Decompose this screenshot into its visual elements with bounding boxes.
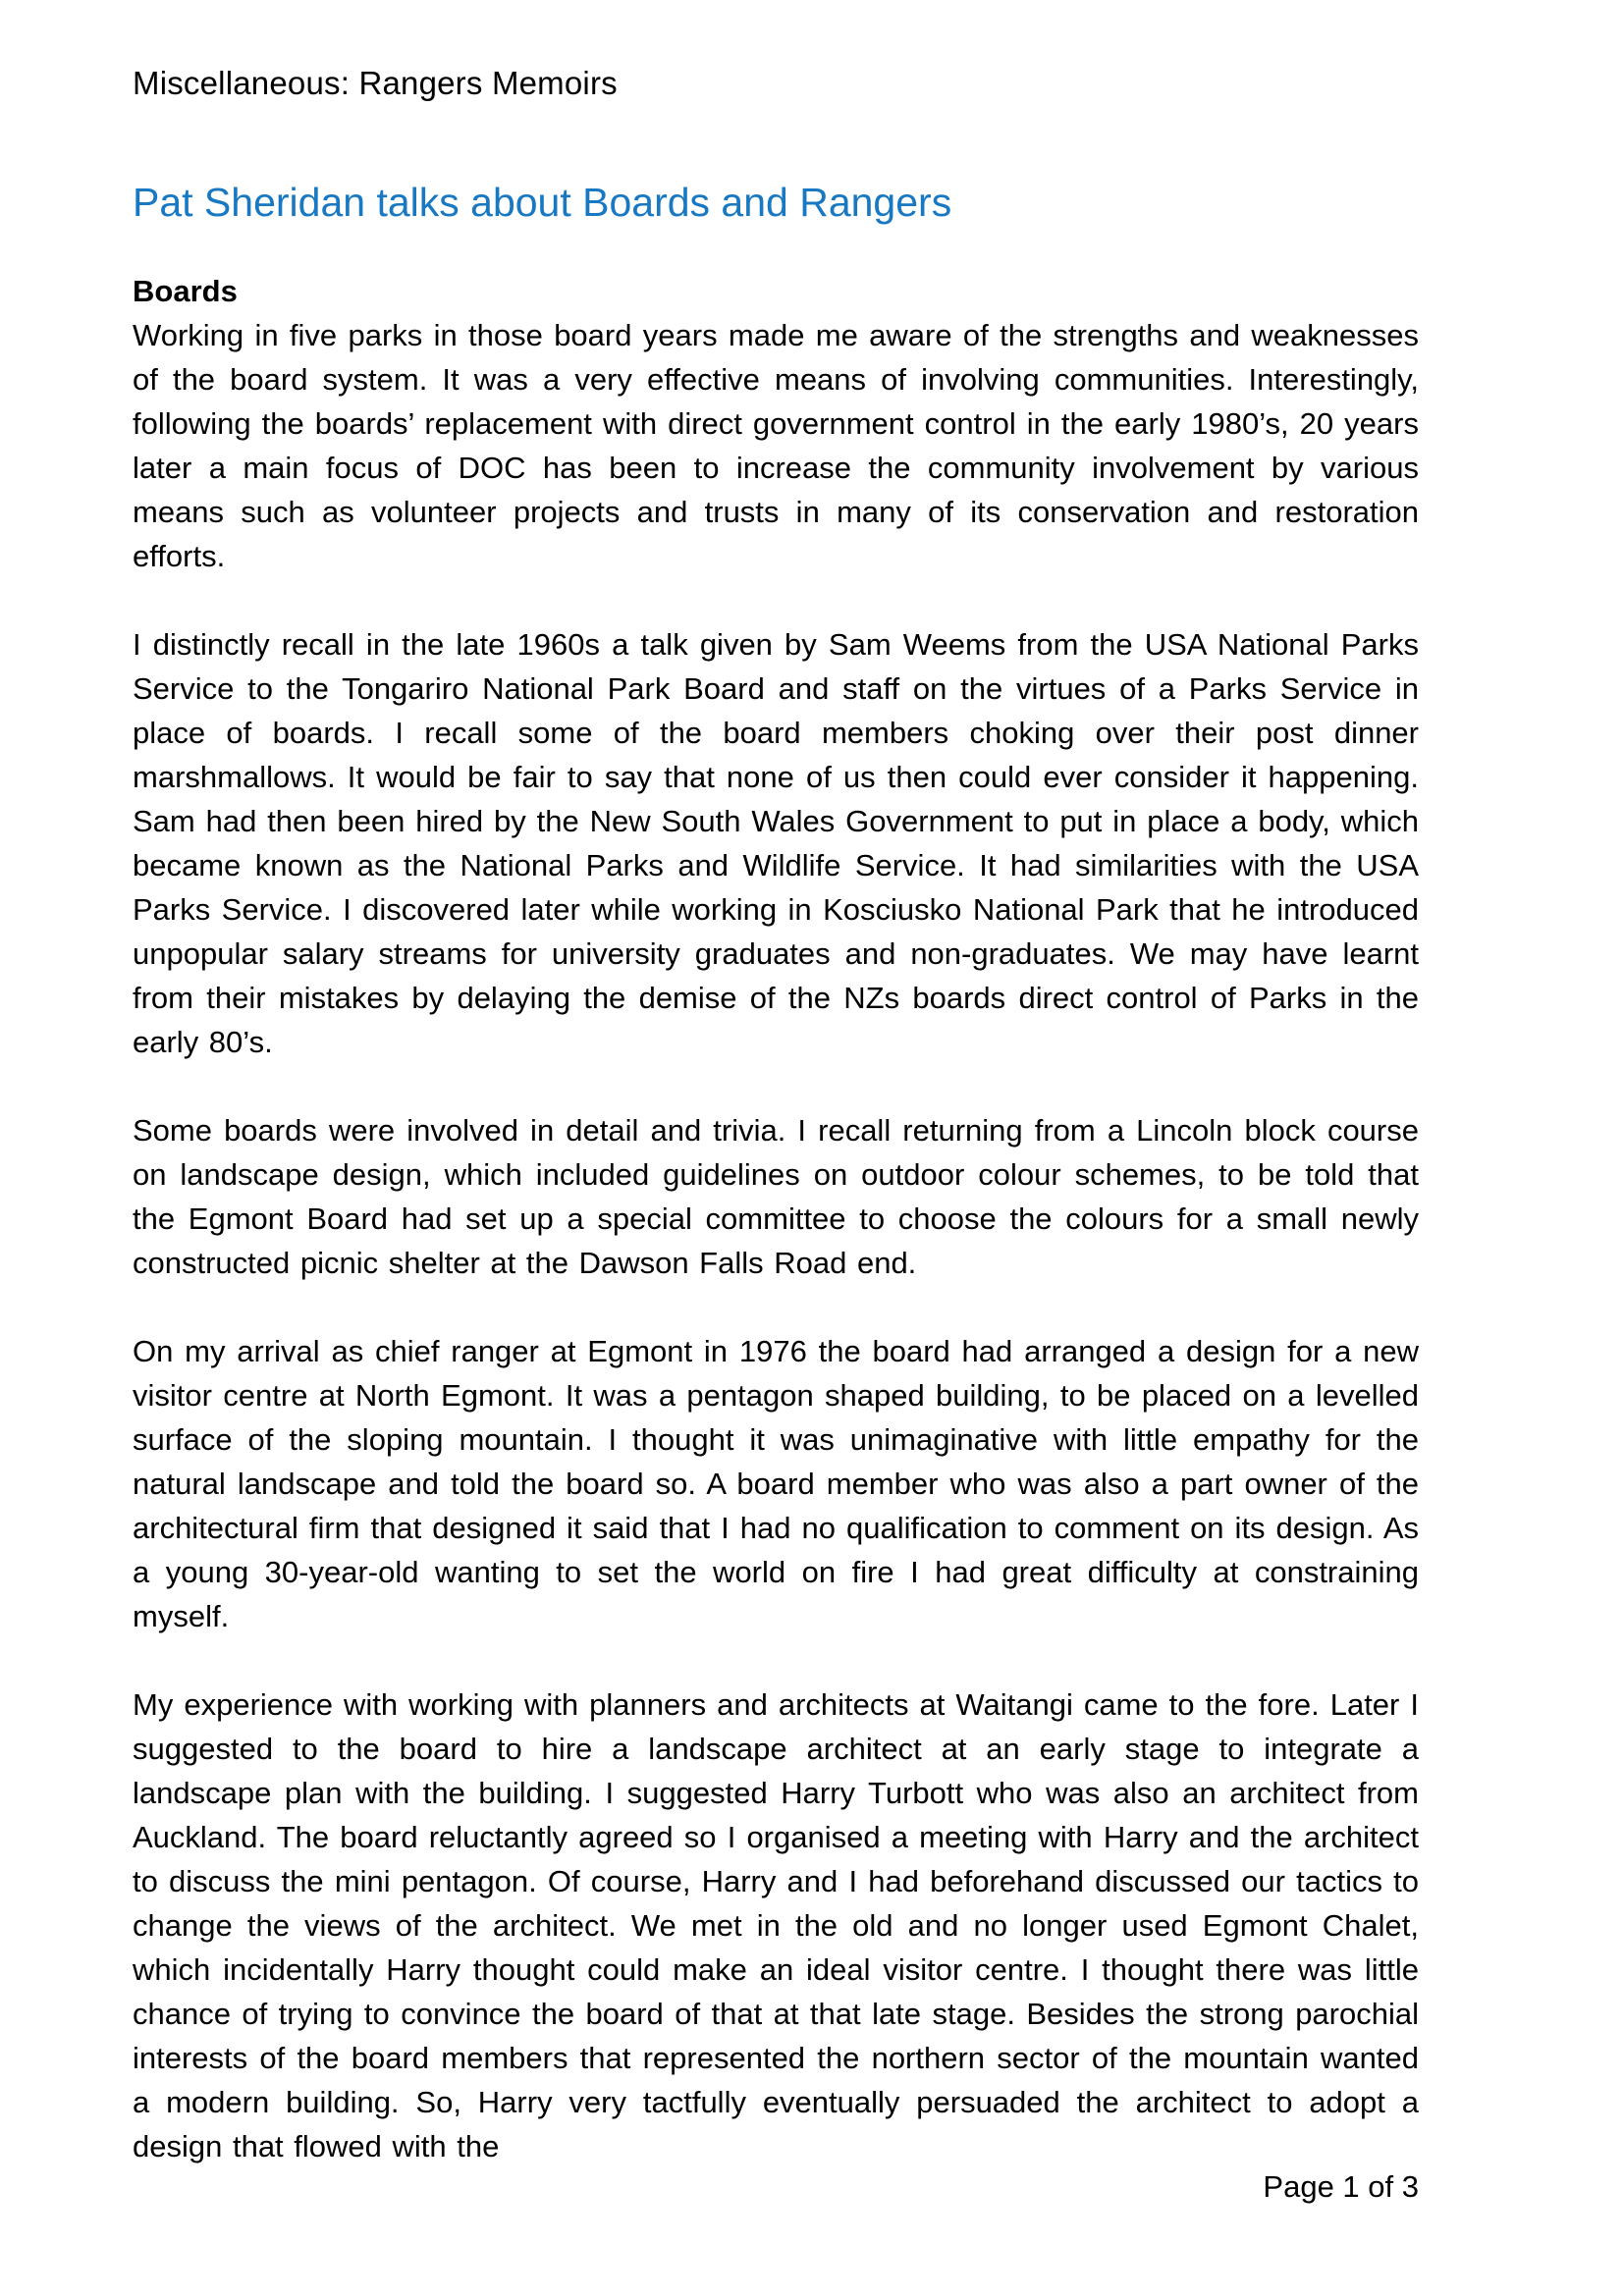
paragraph: On my arrival as chief ranger at Egmont in 1976 the board had arranged a design for a new visitor centre at North Egmont. It was a pentagon shaped building, to be placed on a levelled surface of the sloping mountain. I thought it was unimaginative with little empathy for the natural landscape and told the board so. A board member who was also a part owner of the architectural firm that designed it said that I had no qualification to comment on its design. As a young 30-year-old wanting to set the world on fire I had great difficulty at constraining myself. [133, 1334, 1419, 1633]
document-title: Pat Sheridan talks about Boards and Rangers [133, 180, 952, 225]
paragraph: Working in five parks in those board years made me aware of the strengths and weaknesses of the board system. It was a very effective means of involving communities. Interestingly, following the boards’ replacement with direct government control in the early 1980’s, 20 years later a main focus of DOC has been to increase the community involvement by various means such as volunteer projects and trusts in many of its conservation and restoration efforts. [133, 318, 1419, 573]
section-heading-boards: Boards [133, 274, 238, 308]
paragraph: I distinctly recall in the late 1960s a talk given by Sam Weems from the USA National Parks Service to the Tongariro National Park Board and staff on the virtues of a Parks Service in place of boards. I recall some of the board members choking over their post dinner marshmallows. It would be fair to say that none of us then could ever consider it happening. Sam had then been hired by the New South Wales Government to put in place a body, which became known as the National Parks and Wildlife Service. It had similarities with the USA Parks Service. I discovered later while working in Kosciusko National Park that he introduced unpopular salary streams for university graduates and non-graduates. We may have learnt from their mistakes by delaying the demise of the NZs boards direct control of Parks in the early 80’s. [133, 627, 1419, 1059]
paragraph: My experience with working with planners and architects at Waitangi came to the fore. Later I suggested to the board to hire a landscape architect at an early stage to integrate a landscape plan with the building. I suggested Harry Turbott who was also an architect from Auckland. The board reluctantly agreed so I organised a meeting with Harry and the architect to discuss the mini pentagon. Of course, Harry and I had beforehand discussed our tactics to change the views of the architect. We met in the old and no longer used Egmont Chalet, which incidentally Harry thought could make an ideal visitor centre. I thought there was little chance of trying to convince the board of that at that late stage. Besides the strong parochial interests of the board members that represented the northern sector of the mountain wanted a modern building. So, Harry very tactfully eventually persuaded the architect to adopt a design that flowed with the [133, 1687, 1419, 2163]
document-body [133, 313, 1419, 2168]
document-header: Miscellaneous: Rangers Memoirs [133, 65, 618, 101]
paragraph: Some boards were involved in detail and trivia. I recall returning from a Lincoln block course on landscape design, which included guidelines on outdoor colour schemes, to be told that the Egmont Board had set up a special committee to choose the colours for a small newly constructed picnic shelter at the Dawson Falls Road end. [133, 1113, 1419, 1280]
page-number-footer: Page 1 of 3 [1263, 2169, 1419, 2204]
